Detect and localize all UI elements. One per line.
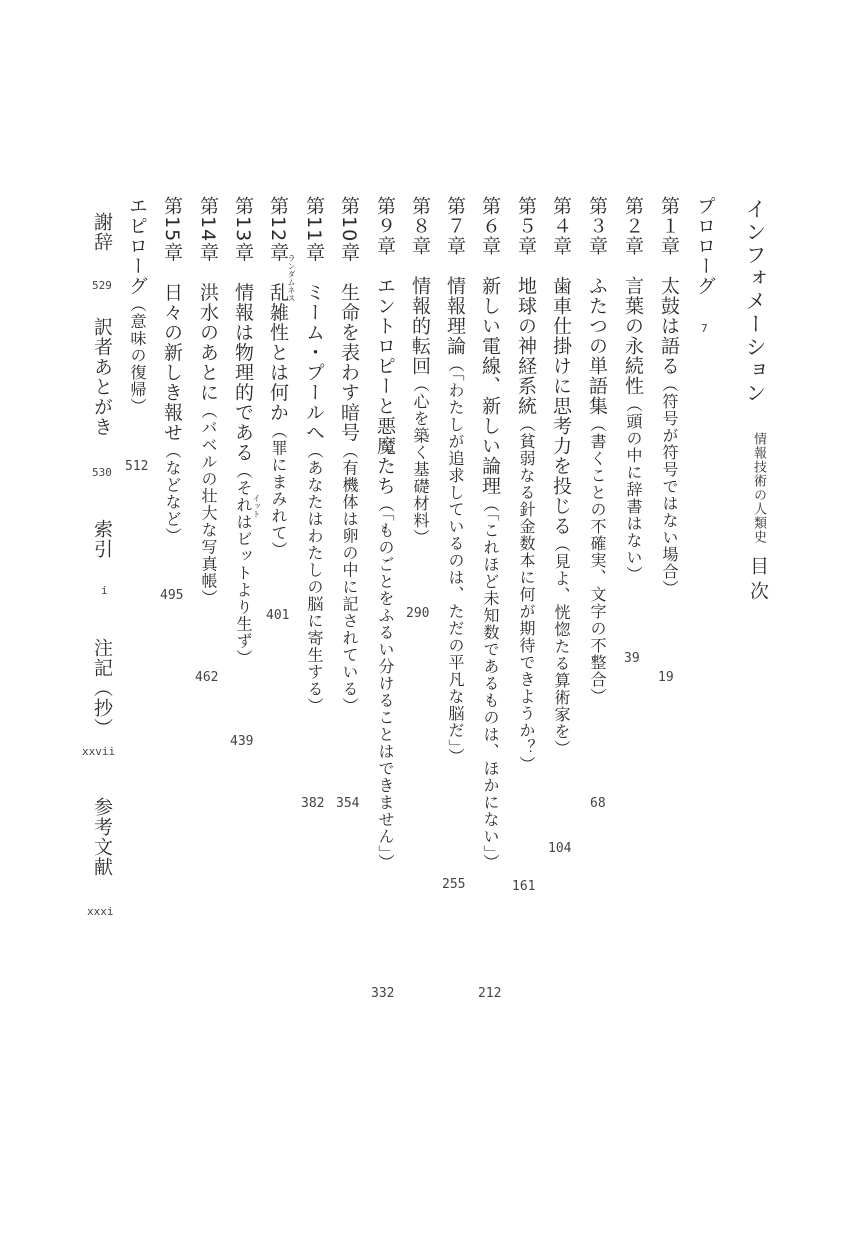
- toc-page-number: 495: [160, 588, 184, 603]
- toc-entry-subtitle: （あなたはわたしの脳に寄生する）: [305, 442, 324, 715]
- toc-entry-label: 第８章 情報的転回: [409, 196, 431, 376]
- toc-entry-chapter-13[interactable]: [233, 196, 252, 666]
- toc-entry-chapter-7[interactable]: [445, 196, 464, 765]
- toc-entry-label: エピローグ: [126, 196, 148, 296]
- toc-heading: 目次: [747, 556, 769, 606]
- ruby-text: ランダムネス: [287, 254, 296, 302]
- toc-entry-epilogue[interactable]: [127, 196, 146, 415]
- toc-entry-acknowledgements[interactable]: 謝辞: [91, 212, 113, 252]
- toc-page-number: 39: [624, 651, 640, 666]
- toc-page-number: 332: [371, 986, 395, 1001]
- toc-entry-label: 第15章 日々の新しき報せ: [161, 196, 183, 443]
- toc-entry-subtitle: （貧弱なる針金数本に何が期待できようか？）: [517, 416, 536, 773]
- toc-entry-subtitle: （有機体は卵の中に記されている）: [340, 442, 359, 715]
- toc-entry-subtitle: （などなど）: [163, 442, 182, 545]
- toc-page-number: 462: [195, 670, 219, 685]
- toc-entry-chapter-14[interactable]: [198, 196, 217, 606]
- toc-page-number: 255: [442, 877, 466, 892]
- toc-page-number: i: [101, 584, 108, 597]
- toc-entry-subtitle: （意味の復帰）: [128, 296, 147, 415]
- toc-page-number: 19: [658, 670, 674, 685]
- toc-entry-label: プロローグ: [694, 196, 716, 296]
- toc-page-number: 401: [266, 608, 290, 623]
- toc-entry-subtitle: （見よ、恍惚たる算術家を）: [552, 536, 571, 757]
- toc-entry-prologue[interactable]: [695, 196, 714, 296]
- toc-page-number: 7: [701, 322, 708, 335]
- toc-entry-index[interactable]: 索引: [91, 519, 113, 559]
- toc-entry-chapter-6[interactable]: [480, 196, 499, 871]
- toc-entry-label: 第11章 ミーム・プールへ: [303, 196, 325, 443]
- book-title: インフォメーション: [743, 198, 767, 405]
- toc-entry-label: 第６章 新しい電線、新しい論理: [479, 196, 501, 496]
- toc-page-number: 354: [336, 796, 360, 811]
- toc-entry-label: 第３章 ふたつの単語集: [586, 196, 608, 416]
- toc-entry-label: 第７章 情報理論: [444, 196, 466, 356]
- toc-entry-label: 第９章 エントロピーと悪魔たち: [374, 196, 396, 496]
- toc-page-number: 439: [230, 734, 254, 749]
- toc-page-number: xxxi: [87, 905, 114, 918]
- toc-entry-translator-afterword[interactable]: 訳者あとがき: [91, 317, 113, 437]
- toc-page-number: 212: [478, 986, 502, 1001]
- toc-page-number: 530: [92, 466, 112, 479]
- toc-entry-subtitle: （「これほど未知数であるものは、ほかにない」）: [481, 496, 500, 871]
- toc-entry-label: 第14章 洪水のあとに: [197, 196, 219, 403]
- toc-entry-label: 第13章 情報は物理的である: [232, 196, 254, 463]
- toc-page-number: 382: [301, 796, 325, 811]
- toc-entry-notes[interactable]: 注記（抄）: [91, 638, 113, 738]
- toc-entry-label: 第10章 生命を表わす暗号: [338, 196, 360, 443]
- toc-page-number: 290: [406, 606, 430, 621]
- toc-page-number: 512: [125, 459, 149, 474]
- toc-entry-subtitle: （「わたしが追求しているのは、ただの平凡な脳だ」）: [446, 356, 465, 765]
- toc-entry-chapter-10[interactable]: [339, 196, 358, 714]
- toc-entry-label: 第12章 乱雑性とは何か: [267, 196, 289, 423]
- toc-page-number: 104: [548, 841, 572, 856]
- toc-entry-subtitle: （書くことの不確実、文字の不整合）: [588, 416, 607, 705]
- toc-page-number: 529: [92, 279, 112, 292]
- toc-page-number: 161: [512, 879, 536, 894]
- toc-entry-chapter-9[interactable]: [375, 196, 394, 871]
- toc-entry-subtitle: （心を築く基礎材料）: [411, 376, 430, 546]
- toc-entry-chapter-2[interactable]: [623, 196, 642, 583]
- toc-entry-chapter-5[interactable]: [516, 196, 535, 773]
- toc-entry-chapter-11[interactable]: [304, 196, 323, 714]
- toc-entry-subtitle: （それはビットより生ず）: [234, 462, 253, 667]
- toc-page-number: xxvii: [82, 745, 116, 758]
- toc-page-number: 68: [590, 796, 606, 811]
- toc-entry-chapter-4[interactable]: [551, 196, 570, 757]
- ruby-text: イット: [252, 494, 261, 518]
- toc-entry-subtitle: （罪にまみれて）: [269, 422, 288, 559]
- toc-entry-chapter-15[interactable]: [162, 196, 181, 544]
- toc-entry-chapter-12[interactable]: [268, 196, 287, 558]
- toc-entry-label: 第２章 言葉の永続性: [622, 196, 644, 396]
- toc-entry-subtitle: （頭の中に辞書はない）: [624, 396, 643, 583]
- toc-entry-subtitle: （符号が符号ではない場合）: [660, 376, 679, 597]
- toc-entry-subtitle: （バベルの壮大な写真帳）: [199, 402, 218, 607]
- toc-entry-bibliography[interactable]: 参考文献: [91, 797, 113, 877]
- toc-entry-chapter-8[interactable]: [410, 196, 429, 546]
- toc-entry-chapter-3[interactable]: [587, 196, 606, 705]
- book-subtitle: 情報技術の人類史: [751, 432, 766, 544]
- toc-entry-label: 第４章 歯車仕掛けに思考力を投じる: [550, 196, 572, 536]
- toc-entry-label: 第５章 地球の神経系統: [515, 196, 537, 416]
- toc-entry-subtitle: （「ものごとをふるい分けることはできません」）: [376, 496, 395, 871]
- toc-entry-label: 第１章 太鼓は語る: [658, 196, 680, 376]
- toc-entry-chapter-1[interactable]: [659, 196, 678, 597]
